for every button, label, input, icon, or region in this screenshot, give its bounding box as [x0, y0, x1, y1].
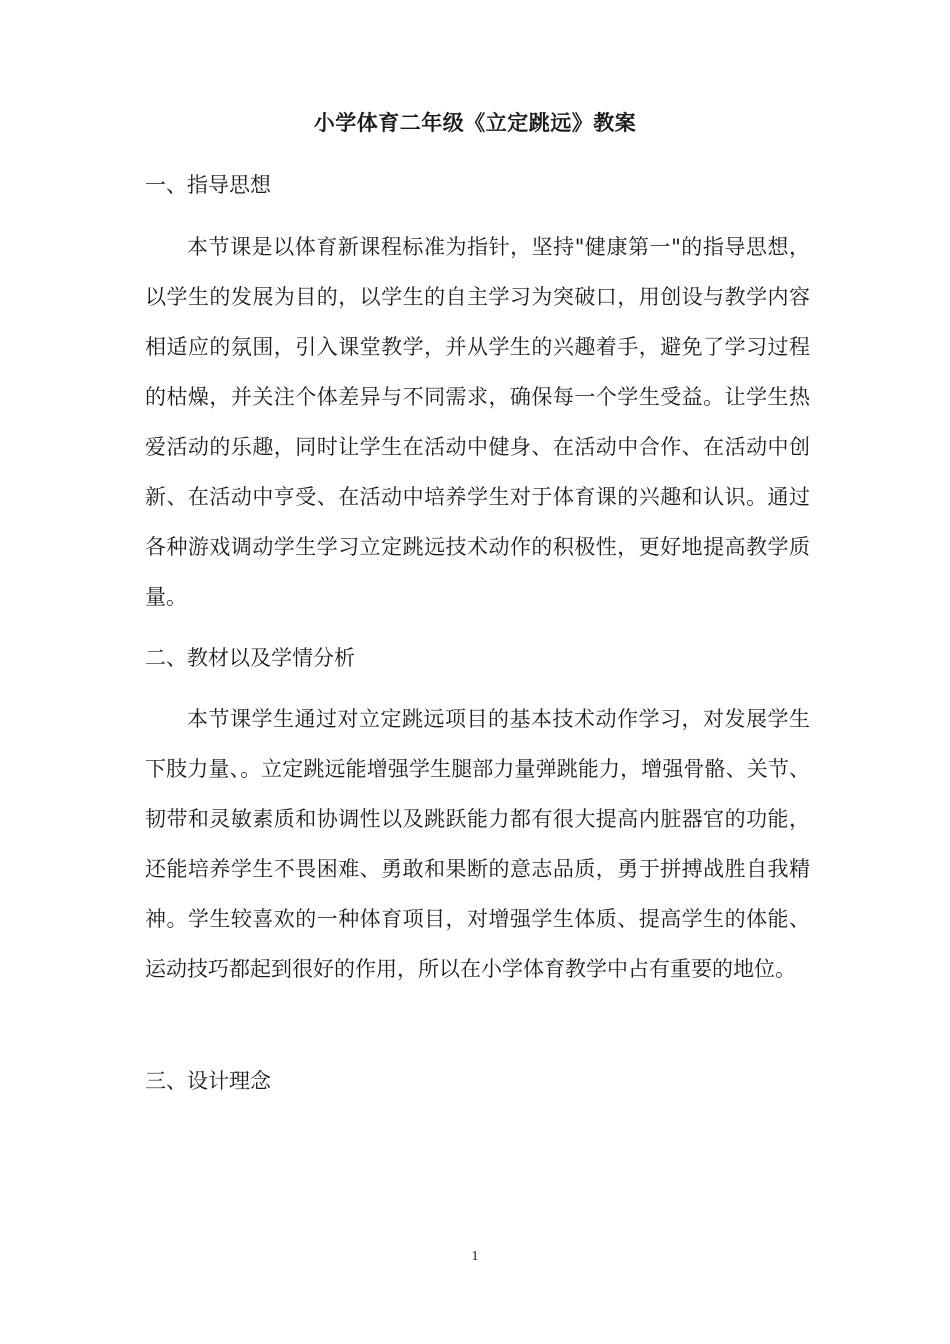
document-title: 小学体育二年级《立定跳远》教案 [313, 111, 637, 135]
section-heading-guiding-thought: 一、指导思想 [145, 173, 271, 197]
section-heading-design-concept: 三、设计理念 [145, 1069, 271, 1093]
page-number: 1 [471, 1249, 479, 1264]
section-paragraph-material-analysis: 本节课学生通过对立定跳远项目的基本技术动作学习，对发展学生下肢力量、。立定跳远能增强学生腿部力量弹跳能力，增强骨骼、关节、韧带和灵敏素质和协调性以及跳跃能力都有很大提高内脏器官的功能，还能培养学生不畏困难、勇敢和果断的意志品质，勇于拼搏战胜自我精神。学生较喜欢的一种体育项目，对增强学生体质、提高学生的体能、运动技巧都起到很好的作用，所以在小学体育教学中占有重要的地位。 [145, 707, 810, 981]
section-heading-material-analysis: 二、教材以及学情分析 [145, 646, 355, 670]
section-paragraph-guiding-thought: 本节课是以体育新课程标准为指针，坚持"健康第一"的指导思想，以学生的发展为目的，以学生的自主学习为突破口，用创设与教学内容相适应的氛围，引入课堂教学，并从学生的兴趣着手，避免了学习过程的枯燥，并关注个体差异与不同需求，确保每一个学生受益。让学生热爱活动的乐趣，同时让学生在活动中健身、在活动中合作、在活动中创新、在活动中亨受、在活动中培养学生对于体育课的兴趣和认识。通过各种游戏调动学生学习立定跳远技术动作的积极性，更好地提高教学质量。 [145, 235, 810, 609]
